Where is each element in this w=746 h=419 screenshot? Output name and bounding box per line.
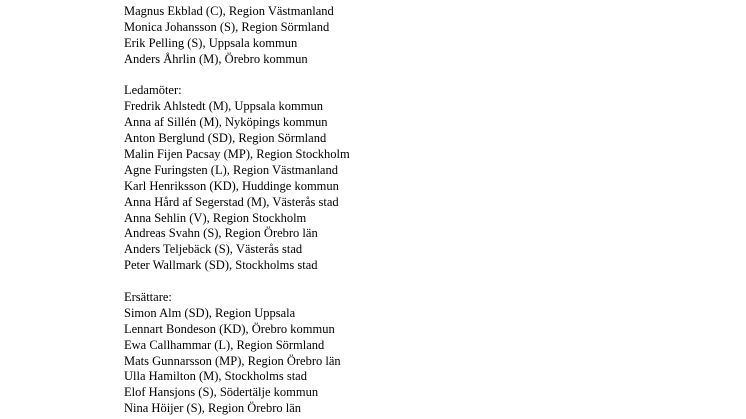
- document-body: [124, 4, 724, 417]
- member-line: Malin Fijen Pacsay (MP), Region Stockholm: [124, 147, 350, 162]
- member-line: Lennart Bondeson (KD), Örebro kommun: [124, 321, 335, 336]
- member-line: Anders Åhrlin (M), Örebro kommun: [124, 51, 308, 66]
- paragraph-gap: [124, 68, 724, 84]
- member-line: Fredrik Ahlstedt (M), Uppsala kommun: [124, 99, 323, 114]
- member-line: Anna af Sillén (M), Nyköpings kommun: [124, 115, 328, 130]
- member-line: Erik Pelling (S), Uppsala kommun: [124, 35, 298, 50]
- member-line: Anna Hård af Segerstad (M), Västerås stad: [124, 194, 339, 209]
- member-line: Monica Johansson (S), Region Sörmland: [124, 19, 330, 34]
- member-line: Agne Furingsten (L), Region Västmanland: [124, 162, 338, 177]
- member-line: Anna Sehlin (V), Region Stockholm: [124, 210, 307, 225]
- member-line: Ewa Callhammar (L), Region Sörmland: [124, 337, 325, 352]
- top-members-list: [124, 4, 724, 68]
- member-line: Ulla Hamilton (M), Stockholms stad: [124, 369, 307, 384]
- ledamoter-section: [124, 83, 724, 274]
- member-line: Simon Alm (SD), Region Uppsala: [124, 305, 296, 320]
- member-line: Peter Wallmark (SD), Stockholms stad: [124, 258, 318, 273]
- member-line: Nina Höijer (S), Region Örebro län: [124, 401, 302, 416]
- section-heading-ledamoter: Ledamöter:: [124, 83, 182, 98]
- member-line: Andreas Svahn (S), Region Örebro län: [124, 226, 318, 241]
- section-heading-ersattare: Ersättare:: [124, 290, 172, 305]
- member-line: Anton Berglund (SD), Region Sörmland: [124, 131, 327, 146]
- paragraph-gap: [124, 274, 724, 290]
- member-line: Karl Henriksson (KD), Huddinge kommun: [124, 178, 339, 193]
- ersattare-section: [124, 290, 724, 417]
- member-line: Elof Hansjons (S), Södertälje kommun: [124, 385, 319, 400]
- member-line: Anders Teljebäck (S), Västerås stad: [124, 242, 303, 257]
- member-line: Mats Gunnarsson (MP), Region Örebro län: [124, 353, 341, 368]
- member-line: Magnus Ekblad (C), Region Västmanland: [124, 4, 334, 18]
